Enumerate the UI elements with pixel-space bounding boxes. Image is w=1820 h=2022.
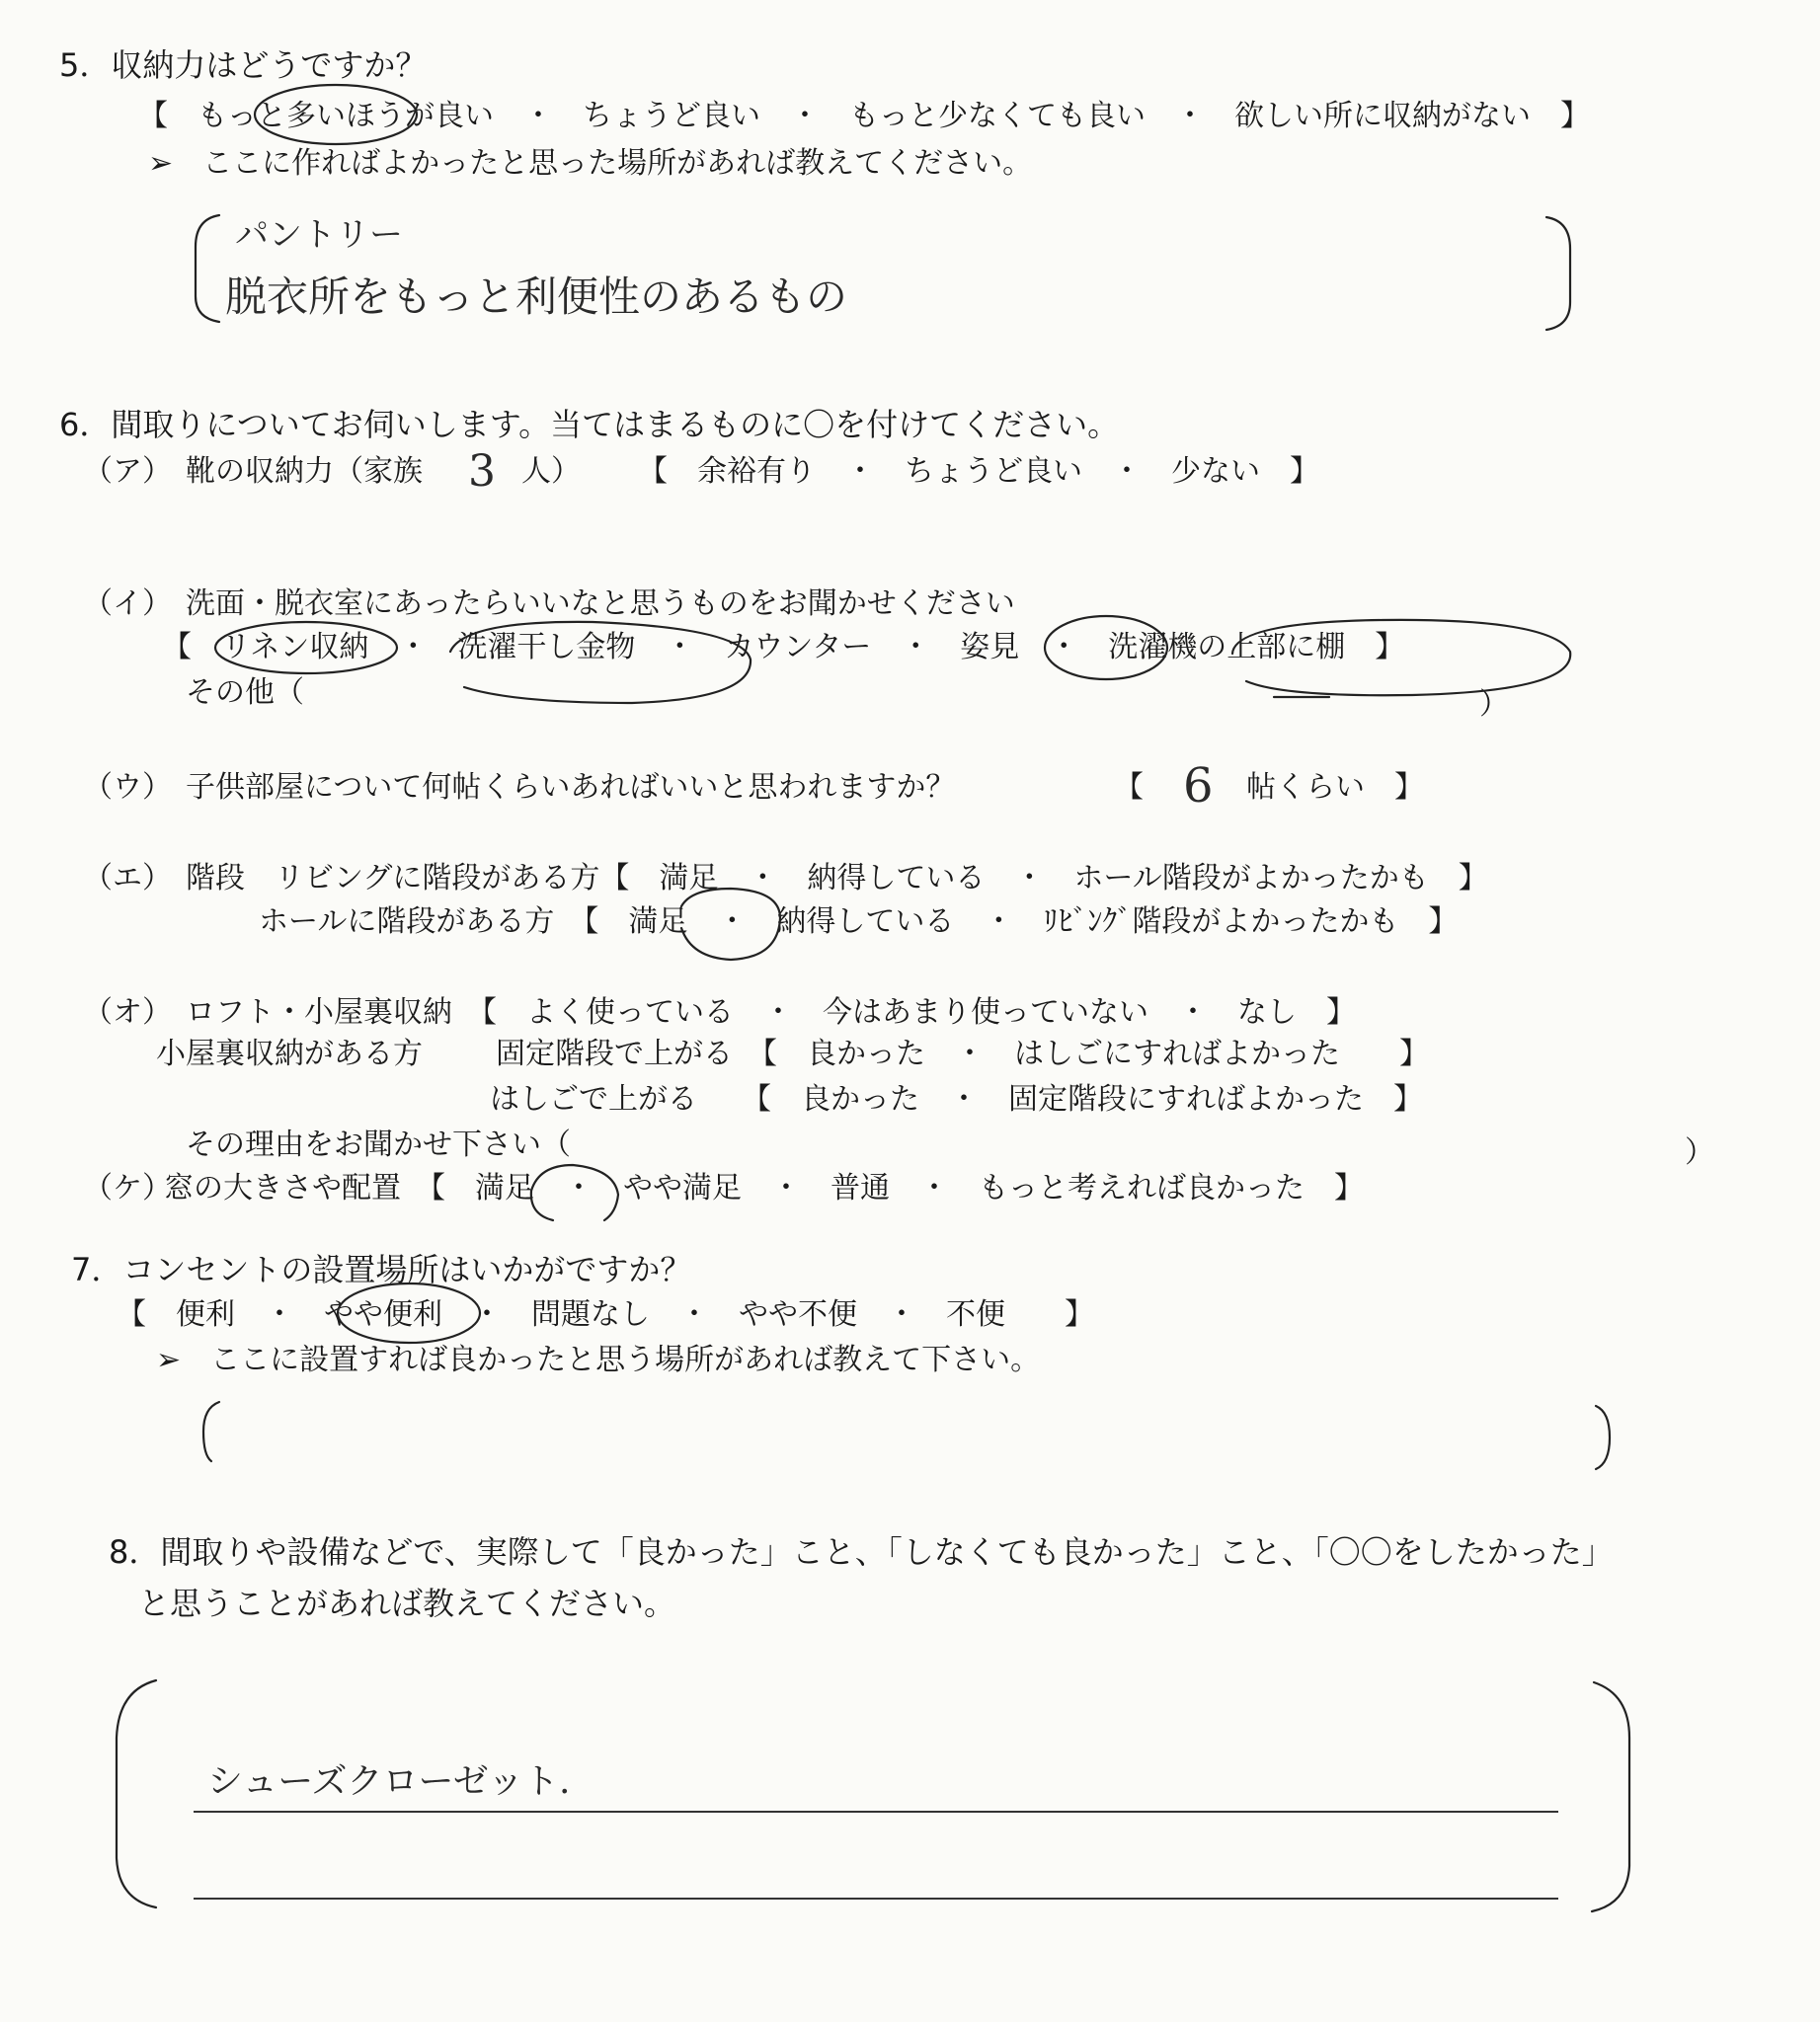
- q5-box-left-bracket: [196, 215, 219, 322]
- q6u-text: 子供部屋について何帖くらいあればいいと思われますか？: [186, 770, 956, 805]
- q8-title2: と思うことがあれば教えてください。: [138, 1585, 676, 1622]
- q8-box-left-bracket: [117, 1680, 156, 1907]
- q5-options: 【 もっと多いほうが良い ・ ちょうど良い ・ もっと少なくても良い ・ 欲しい所に収納がない 】: [138, 99, 1590, 133]
- q8-answer-line-2: [194, 1898, 1558, 1900]
- q6i-other-close: ）: [1479, 687, 1509, 722]
- q6e-label: （エ）: [83, 861, 172, 895]
- q8-box-right-bracket: [1592, 1682, 1629, 1911]
- q6o-reason-close: ）: [1685, 1135, 1714, 1170]
- q6o-reason: その理由をお聞かせ下さい（: [186, 1128, 571, 1162]
- q6e-text: 階段 リビングに階段がある方【 満足 ・ 納得している ・ ホール階段がよかったかも 】: [186, 861, 1488, 895]
- q8-title: 8．間取りや設備などで、実際して「良かった」こと、「しなくても良かった」こと、「〇〇をしたかった」: [109, 1533, 1614, 1571]
- q6u-label: （ウ）: [83, 770, 172, 805]
- q6u-answer: 6: [1183, 758, 1214, 814]
- q7-prompt: ➢ ここに設置すれば良かったと思う場所があれば教えて下さい。: [156, 1343, 1041, 1377]
- q6-title: 6．間取りについてお伺いします。当てはまるものに〇を付けてください。: [59, 406, 1120, 443]
- q6o-ladder: はしごで上がる 【 良かった ・ 固定階段にすればよかった 】: [490, 1082, 1423, 1117]
- q6o-sub: 小屋裏収納がある方: [156, 1037, 423, 1071]
- q7-options: 【 便利 ・ やや便利 ・ 問題なし ・ やや不便 ・ 不便 】: [117, 1297, 1094, 1332]
- q6ke-label: （ケ）: [83, 1171, 172, 1205]
- q6e-text2: ホールに階段がある方 【 満足 ・ 納得している ・ ﾘﾋﾞﾝｸﾞ階段がよかったかも 】: [259, 904, 1459, 939]
- q5-box-right-bracket: [1546, 217, 1570, 330]
- q5-title: 5．収納力はどうですか？: [59, 46, 428, 84]
- q6u-unit: 帖くらい 】: [1246, 770, 1424, 805]
- q6o-fixed: 固定階段で上がる 【 良かった ・ はしごにすればよかった 】: [496, 1037, 1429, 1071]
- q7-box-left-bracket: [203, 1402, 219, 1461]
- q6a-text: 靴の収納力（家族: [186, 454, 423, 489]
- q5-prompt: ➢ ここに作ればよかったと思った場所があれば教えてください。: [148, 146, 1033, 181]
- q8-answer: シューズクローゼット.: [207, 1761, 571, 1802]
- q6ke-text: 窓の大きさや配置 【 満足 ・ やや満足 ・ 普通 ・ もっと考えれば良かった 】: [164, 1171, 1364, 1205]
- q6i-text: 洗面・脱衣室にあったらいいなと思うものをお聞かせください: [186, 586, 1015, 621]
- q8-answer-line-1: [194, 1811, 1558, 1813]
- q7-box-right-bracket: [1596, 1406, 1610, 1469]
- q7-title: 7．コンセントの設置場所はいかがですか？: [71, 1251, 692, 1288]
- q6a-unit: 人）: [521, 454, 581, 489]
- q6a-family-count: 3: [468, 446, 496, 497]
- q6a-options: 【 余裕有り ・ ちょうど良い ・ 少ない 】: [638, 454, 1319, 489]
- q6u-bracket: 【: [1114, 770, 1144, 805]
- q5-answer-line2: 脱衣所をもっと利便性のあるもの: [225, 272, 848, 321]
- q5-answer-line1: パントリー: [235, 215, 403, 255]
- q6i-other: その他（: [186, 675, 304, 710]
- q6i-options: 【 リネン収納 ・ 洗濯干し金物 ・ カウンター ・ 姿見 ・ 洗濯機の上部に棚 】: [162, 630, 1405, 664]
- q6i-label: （イ）: [83, 586, 172, 621]
- q6o-label: （オ）: [83, 995, 172, 1030]
- q6o-text: ロフト・小屋裏収納 【 よく使っている ・ 今はあまり使っていない ・ なし 】: [186, 995, 1356, 1030]
- q6a-label: （ア）: [83, 454, 172, 489]
